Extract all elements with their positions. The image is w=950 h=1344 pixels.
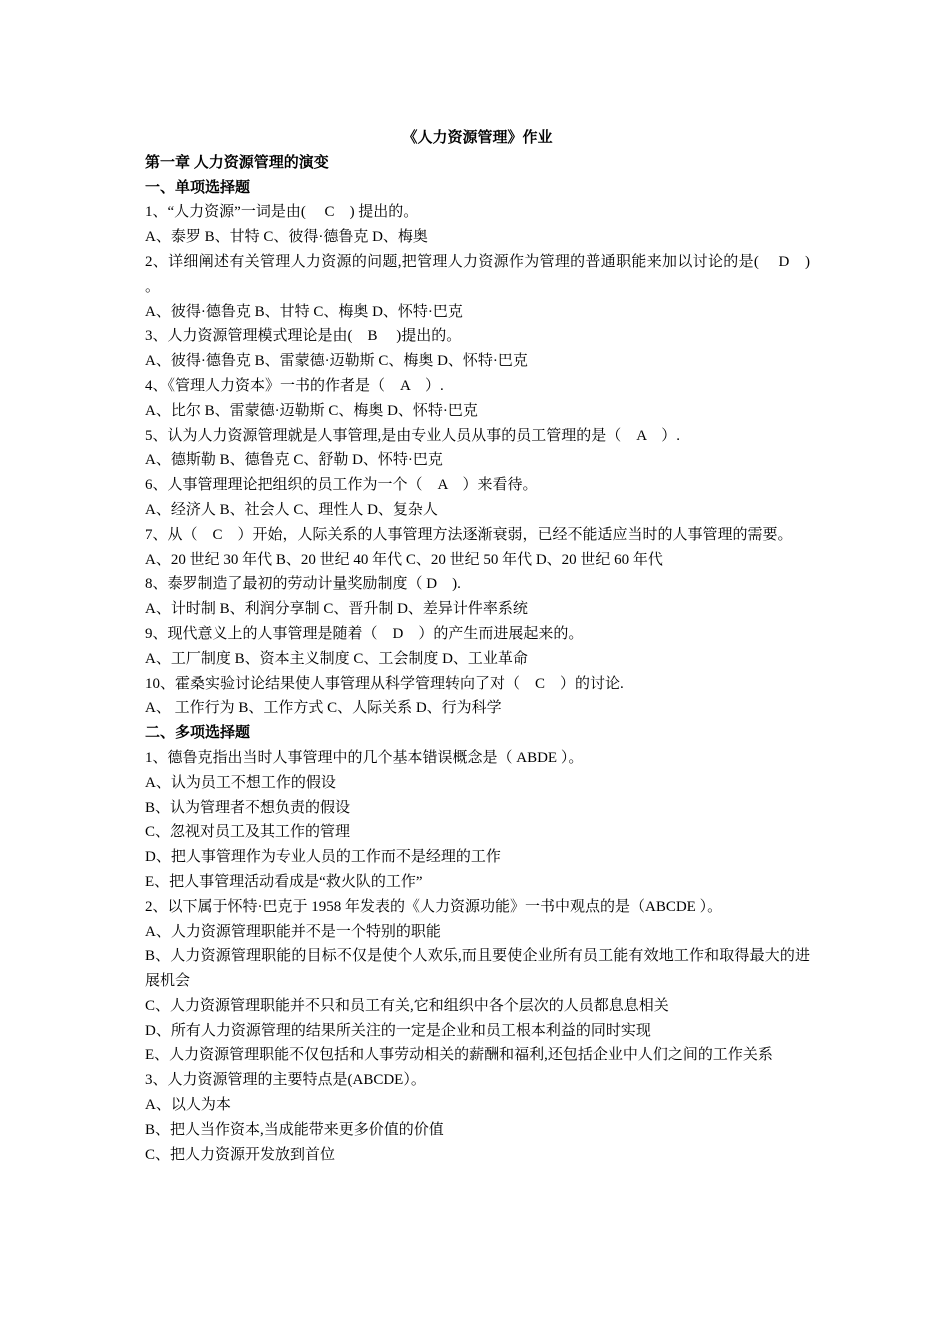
single-choice-questions bbox=[145, 200, 810, 721]
options-line: A、计时制 B、利润分享制 C、晋升制 D、差异计件率系统 bbox=[145, 601, 528, 618]
question-line: 6、人事管理理论把组织的员工作为一个（ A ）来看待。 bbox=[145, 477, 538, 494]
question-line: 2、详细阐述有关管理人力资源的问题,把管理人力资源作为管理的普通职能来加以讨论的是( D ) 。 bbox=[145, 253, 810, 295]
options-line: A、工厂制度 B、资本主义制度 C、工会制度 D、工业革命 bbox=[145, 650, 528, 667]
multiple-choice-questions bbox=[145, 746, 810, 1168]
options-line: A、比尔 B、雷蒙德·迈勒斯 C、梅奥 D、怀特·巴克 bbox=[145, 402, 478, 419]
question-line: 7、从（ C ）开始，人际关系的人事管理方法逐渐衰弱，已经不能适应当时的人事管理的需要。 bbox=[145, 526, 793, 543]
question-line: 3、人力资源管理的主要特点是(ABCDE）。 bbox=[145, 1072, 426, 1089]
document-title: 《人力资源管理》作业 bbox=[402, 130, 553, 146]
question-line: 10、霍桑实验讨论结果使人事管理从科学管理转向了对（ C ）的讨论. bbox=[145, 675, 624, 692]
question-line: 1、“人力资源”一词是由( C ) 提出的。 bbox=[145, 204, 419, 221]
option-line: B、人力资源管理职能的目标不仅是使个人欢乐,而且要使企业所有员工能有效地工作和取得最大的进展机会 bbox=[145, 948, 810, 990]
document-body bbox=[145, 126, 810, 1167]
question-line: 2、以下属于怀特·巴克于 1958 年发表的《人力资源功能》一书中观点的是（ABCDE ）。 bbox=[145, 898, 723, 915]
option-line: E、人力资源管理职能不仅包括和人事劳动相关的薪酬和福利,还包括企业中人们之间的工作关系 bbox=[145, 1047, 773, 1064]
option-line: C、忽视对员工及其工作的管理 bbox=[145, 824, 351, 841]
question-line: 3、人力资源管理模式理论是由( B )提出的。 bbox=[145, 328, 462, 345]
option-line: D、所有人力资源管理的结果所关注的一定是企业和员工根本利益的同时实现 bbox=[145, 1022, 651, 1039]
option-line: C、把人力资源开发放到首位 bbox=[145, 1146, 336, 1163]
option-line: D、把人事管理作为专业人员的工作而不是经理的工作 bbox=[145, 849, 501, 866]
question-line: 8、泰罗制造了最初的劳动计量奖励制度（ D ). bbox=[145, 576, 461, 593]
options-line: A、经济人 B、社会人 C、理性人 D、复杂人 bbox=[145, 501, 438, 518]
option-line: E、把人事管理活动看成是“救火队的工作” bbox=[145, 873, 423, 890]
options-line: A、20 世纪 30 年代 B、20 世纪 40 年代 C、20 世纪 50 年代 D、20 世纪 60 年代 bbox=[145, 551, 663, 568]
option-line: A、人力资源管理职能并不是一个特别的职能 bbox=[145, 923, 441, 940]
options-line: A、彼得·德鲁克 B、甘特 C、梅奥 D、怀特·巴克 bbox=[145, 303, 463, 320]
option-line: C、人力资源管理职能并不只和员工有关,它和组织中各个层次的人员都息息相关 bbox=[145, 997, 669, 1014]
options-line: A、彼得·德鲁克 B、雷蒙德·迈勒斯 C、梅奥 D、怀特·巴克 bbox=[145, 353, 528, 370]
section-heading-single-choice: 一、单项选择题 bbox=[145, 179, 251, 196]
option-line: A、认为员工不想工作的假设 bbox=[145, 774, 336, 791]
options-line: A、泰罗 B、甘特 C、彼得·德鲁克 D、梅奥 bbox=[145, 229, 428, 246]
options-line: A、 工作行为 B、工作方式 C、人际关系 D、行为科学 bbox=[145, 700, 502, 717]
question-line: 4、《管理人力资本》一书的作者是（ A ）. bbox=[145, 377, 444, 394]
question-line: 5、认为人力资源管理就是人事管理,是由专业人员从事的员工管理的是（ A ）. bbox=[145, 427, 681, 444]
option-line: B、把人当作资本,当成能带来更多价值的价值 bbox=[145, 1121, 444, 1138]
question-line: 9、现代意义上的人事管理是随着（ D ）的产生而进展起来的。 bbox=[145, 625, 584, 642]
chapter-heading: 第一章 人力资源管理的演变 bbox=[145, 154, 329, 171]
option-line: B、认为管理者不想负责的假设 bbox=[145, 799, 351, 816]
options-line: A、德斯勒 B、德鲁克 C、舒勒 D、怀特·巴克 bbox=[145, 452, 443, 469]
option-line: A、以人为本 bbox=[145, 1097, 231, 1114]
question-line: 1、德鲁克指出当时人事管理中的几个基本错误概念是（ ABDE ）。 bbox=[145, 749, 584, 766]
section-heading-multiple-choice: 二、多项选择题 bbox=[145, 725, 251, 742]
